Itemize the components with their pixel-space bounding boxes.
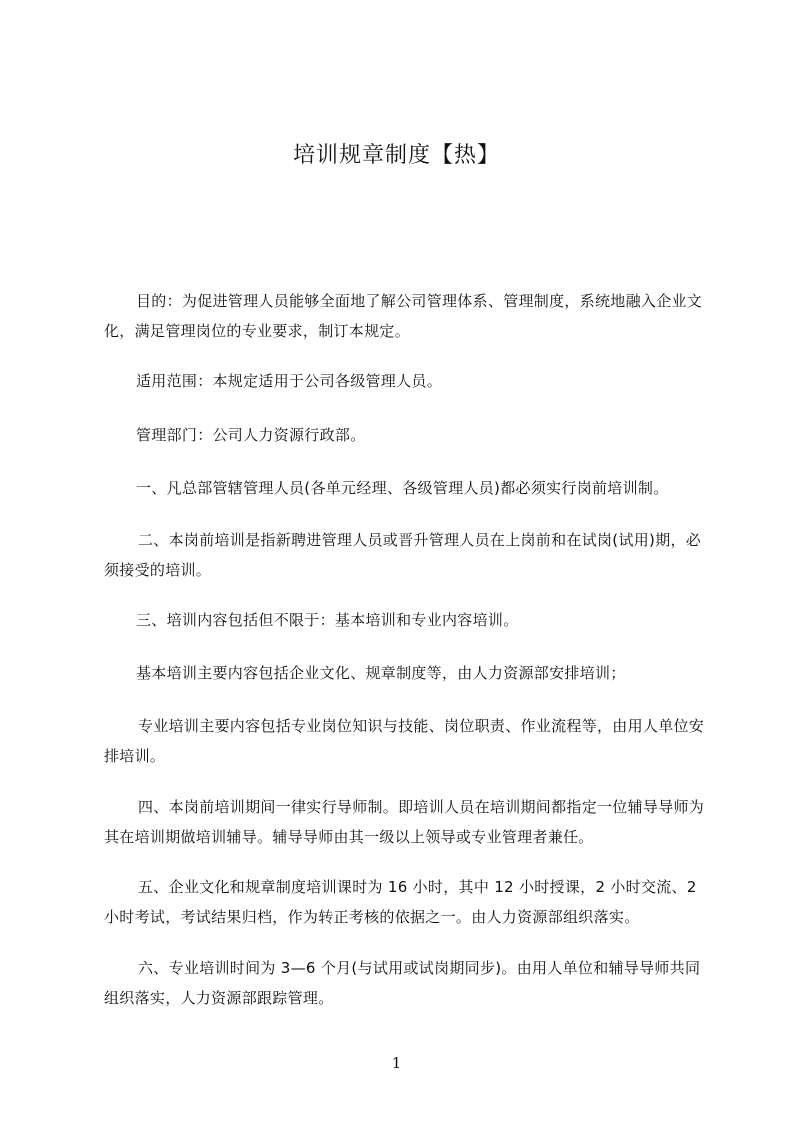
page-number: 1 [391,1054,402,1072]
paragraph-clause-6: 六、专业培训时间为 3—6 个月(与试用或试岗期同步)。由用人单位和辅导导师共同组织落实，人力资源部跟踪管理。 [104,959,701,1007]
paragraph-professional-training: 专业培训主要内容包括专业岗位知识与技能、岗位职责、作业流程等，由用人单位安排培训。 [104,717,705,765]
paragraph-scope: 适用范围：本规定适用于公司各级管理人员。 [136,372,443,390]
paragraph-purpose: 目的：为促进管理人员能够全面地了解公司管理体系、管理制度，系统地融入企业文化，满足管理岗位的专业要求，制订本规定。 [104,292,703,340]
paragraph-basic-training: 基本培训主要内容包括企业文化、规章制度等，由人力资源部安排培训； [136,664,626,682]
paragraph-clause-3: 三、培训内容包括但不限于：基本培训和专业内容培训。 [136,611,519,629]
paragraph-clause-1: 一、凡总部管辖管理人员(各单元经理、各级管理人员)都必须实行岗前培训制。 [136,479,669,497]
paragraph-department: 管理部门：公司人力资源行政部。 [136,426,366,444]
paragraph-clause-5: 五、企业文化和规章制度培训课时为 16 小时，其中 12 小时授课，2 小时交流、2 小时考试，考试结果归档，作为转正考核的依据之一。由人力资源部组织落实。 [104,878,697,926]
document-title: 培训规章制度【热】 [292,143,500,168]
paragraph-clause-2: 二、本岗前培训是指新聘进管理人员或晋升管理人员在上岗前和在试岗(试用)期，必须接受的培训。 [104,531,702,579]
paragraph-clause-4: 四、本岗前培训期间一律实行导师制。即培训人员在培训期间都指定一位辅导导师为其在培训期做培训辅导。辅导导师由其一级以上领导或专业管理者兼任。 [104,798,705,846]
